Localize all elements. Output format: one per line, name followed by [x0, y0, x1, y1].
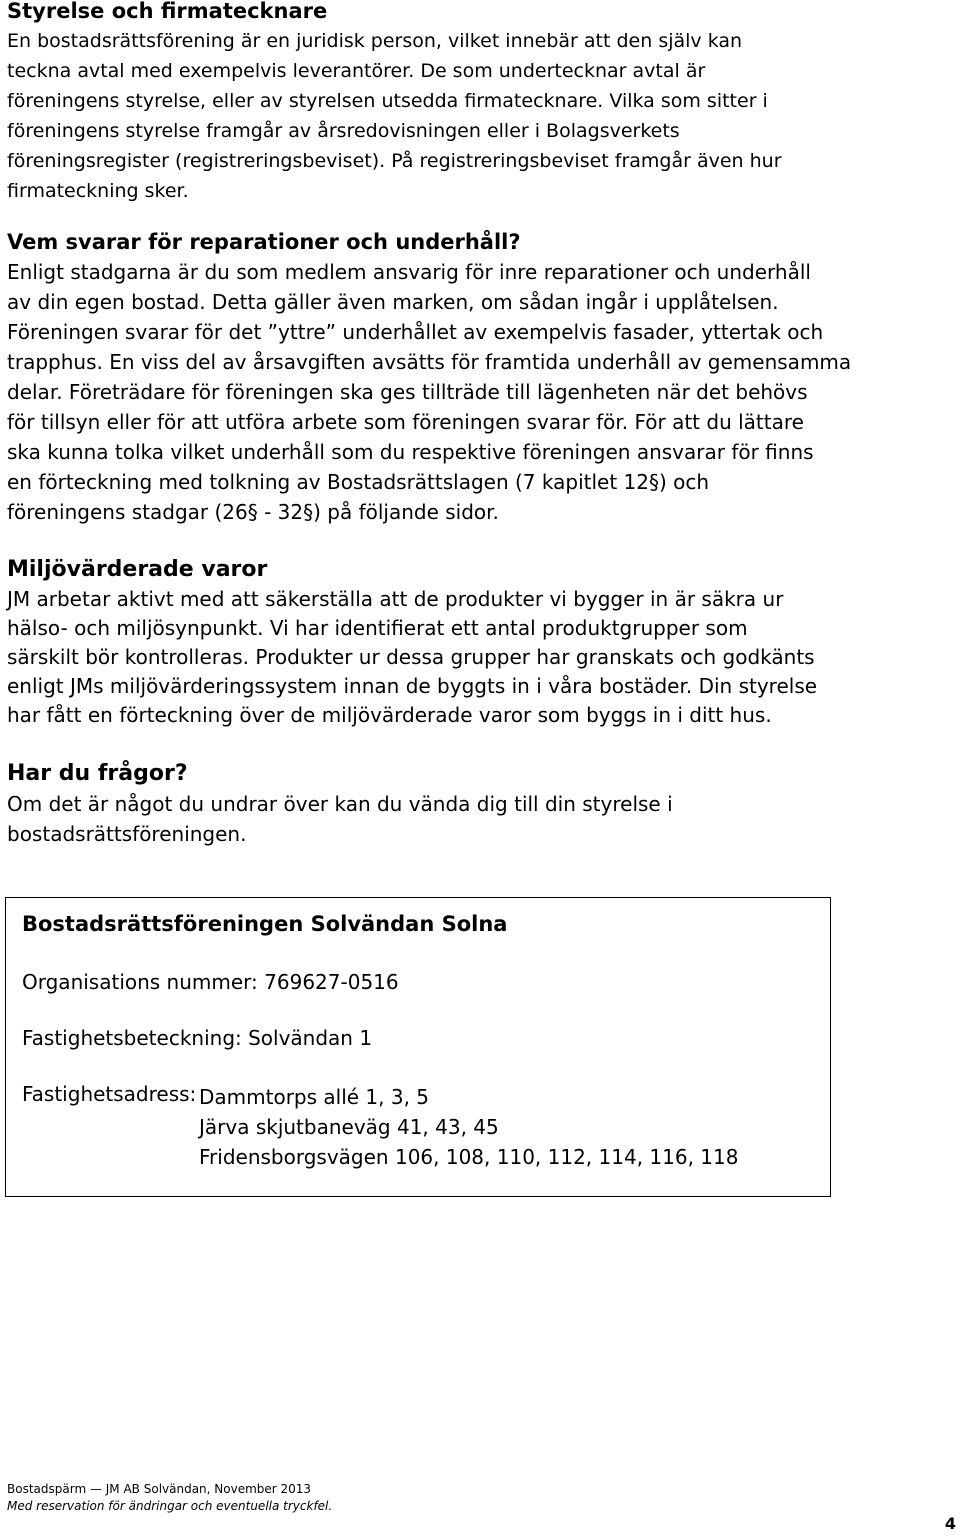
paragraph-line: hälso- och miljösynpunkt. Vi har identifierat ett antal produktgrupper som: [7, 616, 748, 640]
paragraph-line: bostadsrättsföreningen.: [7, 822, 247, 846]
paragraph-line: En bostadsrättsförening är en juridisk person, vilket innebär att den själv kan: [7, 30, 743, 52]
section-heading: Miljövärderade varor: [7, 557, 268, 582]
paragraph-line: särskilt bör kontrolleras. Produkter ur dessa grupper har granskats och godkänts: [7, 645, 815, 669]
section-questions: [7, 759, 955, 849]
page-number: 4: [944, 1514, 956, 1533]
section-heading: Styrelse och firmatecknare: [7, 0, 328, 23]
paragraph-line: Enligt stadgarna är du som medlem ansvarig för inre reparationer och underhåll: [7, 260, 811, 284]
paragraph-line: en förteckning med tolkning av Bostadsrättslagen (7 kapitlet 12§) och: [7, 470, 710, 494]
paragraph-line: föreningens styrelse, eller av styrelsen utsedda firmatecknare. Vilka som sitter i: [7, 90, 768, 112]
association-name: Bostadsrättsföreningen Solvändan Solna: [22, 912, 508, 936]
section-environmental-goods: [7, 555, 955, 730]
paragraph-line: enligt JMs miljövärderingssystem innan de byggts in i våra bostäder. Din styrelse: [7, 674, 818, 698]
paragraph-line: har fått en förteckning över de miljövärderade varor som byggs in i ditt hus.: [7, 703, 772, 727]
paragraph-line: föreningens stadgar (26§ - 32§) på följande sidor.: [7, 500, 499, 524]
paragraph-line: föreningsregister (registreringsbeviset). På registreringsbeviset framgår även hur: [7, 150, 782, 172]
paragraph-line: föreningens styrelse framgår av årsredovisningen eller i Bolagsverkets: [7, 120, 680, 142]
footer-disclaimer: Med reservation för ändringar och eventuella tryckfel.: [7, 1499, 333, 1513]
paragraph-line: Föreningen svarar för det ”yttre” underhållet av exempelvis fasader, yttertak och: [7, 320, 824, 344]
address-line: Järva skjutbaneväg 41, 43, 45: [199, 1115, 499, 1139]
paragraph-line: ska kunna tolka vilket underhåll som du respektive föreningen ansvarar för finns: [7, 440, 814, 464]
paragraph-line: teckna avtal med exempelvis leverantörer. De som undertecknar avtal är: [7, 60, 706, 82]
property-designation: Fastighetsbeteckning: Solvändan 1: [22, 1026, 373, 1050]
paragraph-line: firmateckning sker.: [7, 180, 189, 202]
section-heading: Vem svarar för reparationer och underhåll?: [7, 230, 521, 254]
org-number: Organisations nummer: 769627-0516: [22, 970, 399, 994]
paragraph-line: för tillsyn eller för att utföra arbete som föreningen svarar för. För att du lättare: [7, 410, 804, 434]
section-board-signatories: [7, 0, 955, 206]
paragraph-line: Om det är något du undrar över kan du vända dig till din styrelse i: [7, 792, 673, 816]
section-heading: Har du frågor?: [7, 761, 188, 786]
paragraph-line: delar. Företrädare för föreningen ska ges tillträde till lägenheten när det behövs: [7, 380, 808, 404]
address-line: Fridensborgsvägen 106, 108, 110, 112, 114, 116, 118: [199, 1145, 739, 1169]
address-label: Fastighetsadress:: [22, 1082, 197, 1106]
paragraph-line: trapphus. En viss del av årsavgiften avsätts för framtida underhåll av gemensamma: [7, 350, 852, 374]
paragraph-line: av din egen bostad. Detta gäller även marken, om sådan ingår i upplåtelsen.: [7, 290, 779, 314]
section-repairs-maintenance: [7, 227, 955, 527]
footer-document-info: Bostadspärm — JM AB Solvändan, November 2013: [7, 1482, 312, 1496]
paragraph-line: JM arbetar aktivt med att säkerställa att de produkter vi bygger in är säkra ur: [7, 587, 784, 611]
address-list: [199, 1082, 738, 1172]
association-info-box: [5, 897, 831, 1197]
address-line: Dammtorps allé 1, 3, 5: [199, 1085, 430, 1109]
